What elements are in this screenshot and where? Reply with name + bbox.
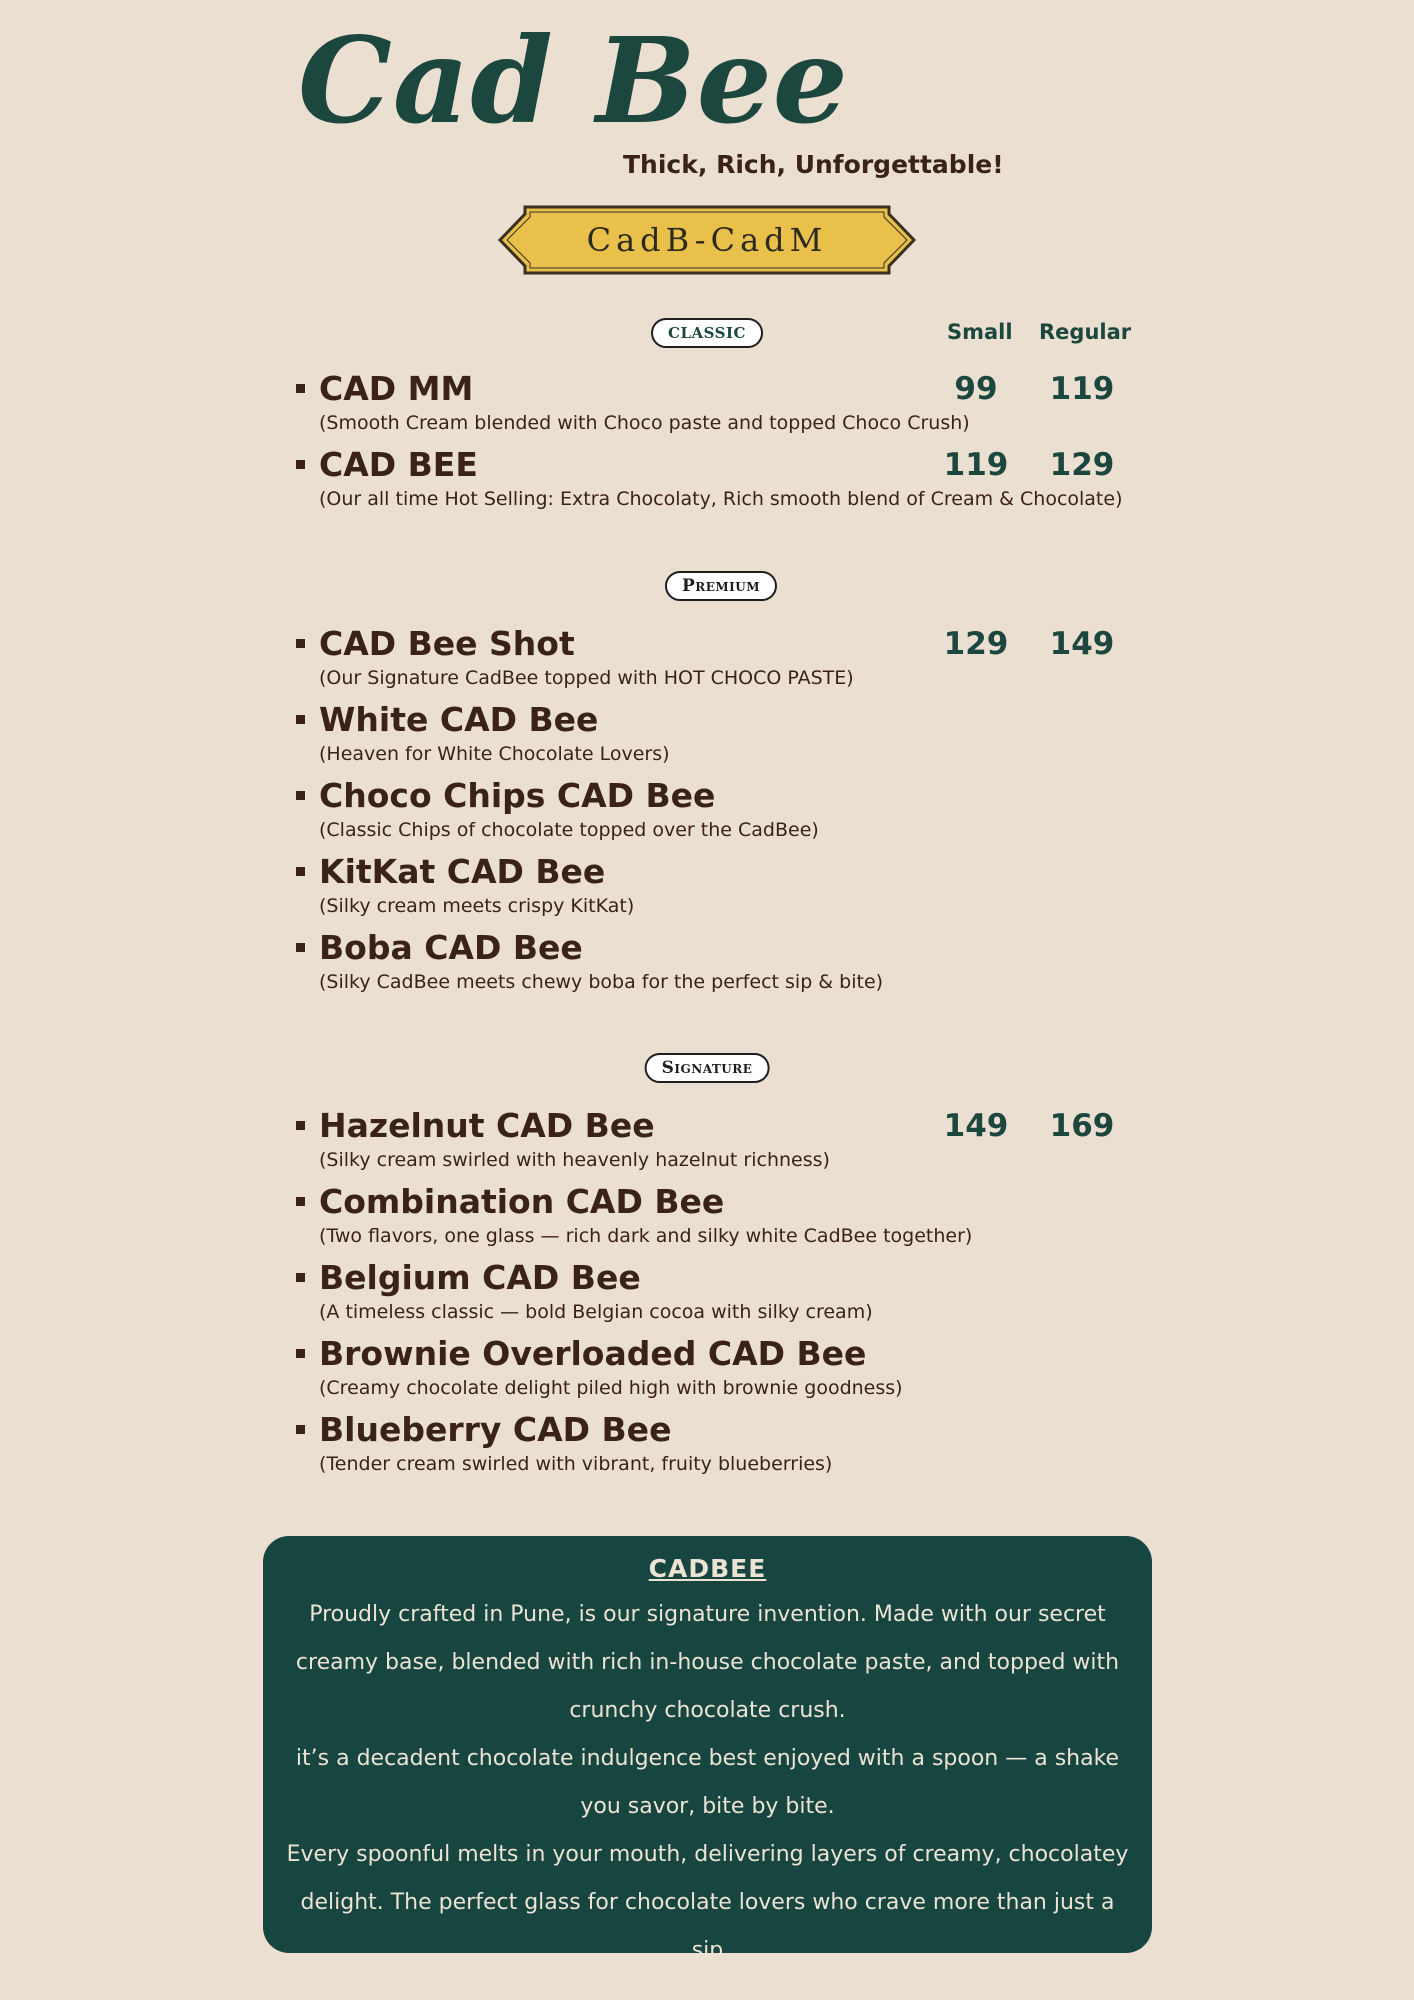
item-name: Choco Chips CAD Bee	[319, 776, 716, 815]
bullet	[296, 1349, 305, 1358]
item-description: (Silky cream meets crispy KitKat)	[319, 895, 635, 917]
item-name: CAD Bee Shot	[319, 624, 575, 663]
section-label-premium: Premium	[665, 571, 777, 601]
item-description: (Our all time Hot Selling: Extra Chocolaty, Rich smooth blend of Cream & Chocolate)	[319, 488, 1123, 510]
bullet	[296, 1425, 305, 1434]
item-description: (Silky cream swirled with heavenly hazelnut richness)	[319, 1149, 830, 1171]
item-description: (Classic Chips of chocolate topped over the CadBee)	[319, 819, 819, 841]
item-name: Hazelnut CAD Bee	[319, 1106, 655, 1145]
about-paragraph-2: it’s a decadent chocolate indulgence best enjoyed with a spoon — a shake you savor, bite by bite.	[295, 1746, 1120, 1819]
bullet	[296, 943, 305, 952]
category-banner	[497, 204, 917, 276]
section-label-classic: CLASSIC	[651, 318, 763, 348]
bullet	[296, 1121, 305, 1130]
item-description: (A timeless classic — bold Belgian cocoa with silky cream)	[319, 1301, 873, 1323]
tagline: Thick, Rich, Unforgettable!	[623, 150, 1004, 179]
item-description: (Creamy chocolate delight piled high with brownie goodness)	[319, 1377, 903, 1399]
price-regular: 119	[1049, 371, 1115, 407]
item-description: (Smooth Cream blended with Choco paste and topped Choco Crush)	[319, 412, 970, 434]
bullet	[296, 1197, 305, 1206]
item-name: Boba CAD Bee	[319, 928, 583, 967]
price-small: 129	[943, 626, 1009, 662]
item-name: Brownie Overloaded CAD Bee	[319, 1334, 867, 1373]
bullet	[296, 1273, 305, 1282]
bullet	[296, 867, 305, 876]
column-header-regular: Regular	[1039, 320, 1132, 344]
item-name: CAD BEE	[319, 445, 478, 484]
price-regular: 129	[1049, 447, 1115, 483]
brand-title: Cad Bee	[298, 11, 849, 150]
about-panel	[263, 1536, 1152, 1963]
about-text	[283, 1591, 1132, 1975]
bullet	[296, 639, 305, 648]
bullet	[296, 715, 305, 724]
about-paragraph-3: Every spoonful melts in your mouth, delivering layers of creamy, chocolatey delight. The perfect glass for chocolate lovers who crave more than just a sip	[286, 1842, 1129, 1963]
item-description: (Heaven for White Chocolate Lovers)	[319, 743, 670, 765]
item-name: Blueberry CAD Bee	[319, 1410, 672, 1449]
item-name: Belgium CAD Bee	[319, 1258, 641, 1297]
item-name: KitKat CAD Bee	[319, 852, 606, 891]
price-small: 119	[943, 447, 1009, 483]
price-small: 99	[954, 371, 998, 407]
item-description: (Silky CadBee meets chewy boba for the perfect sip & bite)	[319, 971, 884, 993]
price-small: 149	[943, 1108, 1009, 1144]
item-description: (Two flavors, one glass — rich dark and silky white CadBee together)	[319, 1225, 973, 1247]
bullet	[296, 460, 305, 469]
item-description: (Tender cream swirled with vibrant, fruity blueberries)	[319, 1453, 833, 1475]
item-name: CAD MM	[319, 369, 474, 408]
item-name: White CAD Bee	[319, 700, 599, 739]
price-regular: 169	[1049, 1108, 1115, 1144]
section-label-signature: Signature	[645, 1053, 770, 1083]
about-paragraph-1: Proudly crafted in Pune, is our signature invention. Made with our secret creamy base, blended with rich in-house chocolate paste, and topped with crunchy chocolate crush.	[295, 1602, 1120, 1723]
price-regular: 149	[1049, 626, 1115, 662]
about-title: CADBEE	[648, 1554, 767, 1583]
item-description: (Our Signature CadBee topped with HOT CHOCO PASTE)	[319, 667, 854, 689]
banner-label: CadB-CadM	[586, 221, 828, 259]
column-header-small: Small	[947, 320, 1013, 344]
bullet	[296, 384, 305, 393]
bullet	[296, 791, 305, 800]
item-name: Combination CAD Bee	[319, 1182, 725, 1221]
